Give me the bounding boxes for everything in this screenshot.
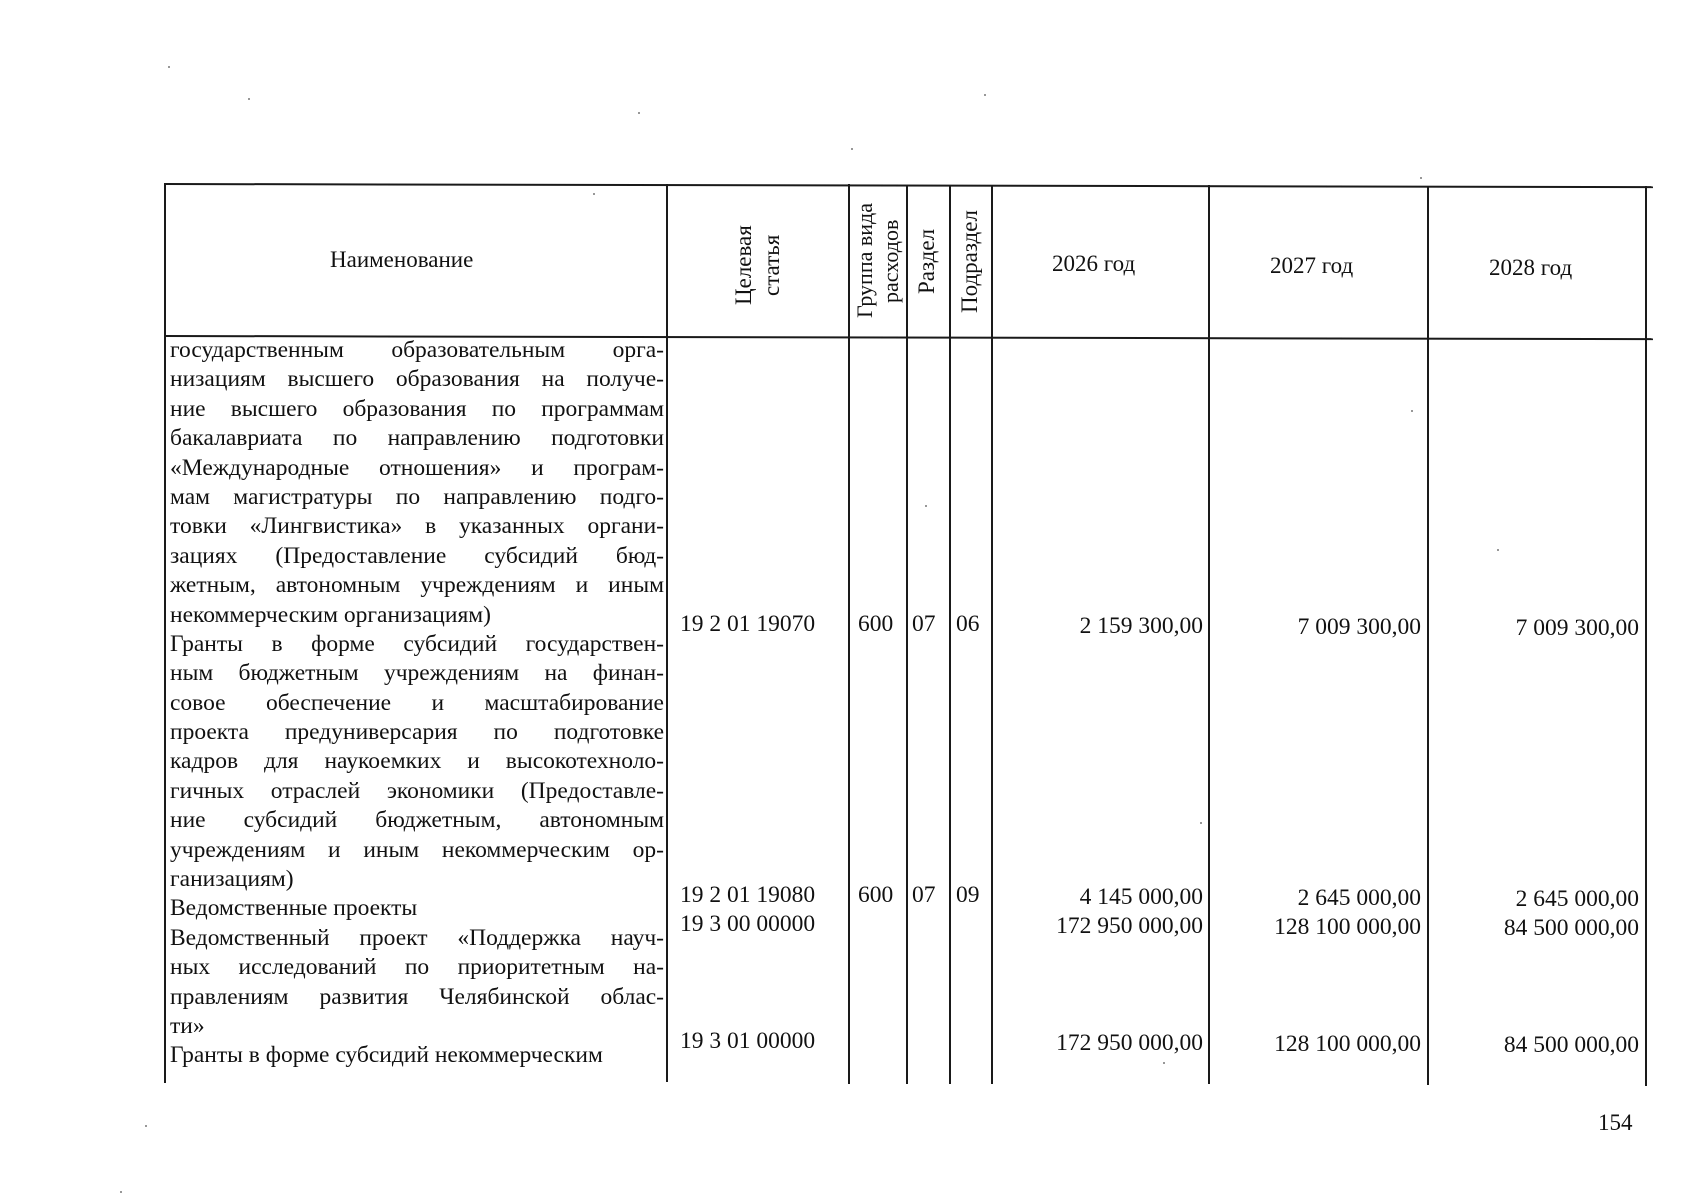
name-line: кадров для наукоемких и высокотехноло- — [170, 748, 664, 775]
row-code: 19 3 01 00000 — [680, 1028, 816, 1054]
row-name-2 — [170, 894, 664, 923]
scan-speck — [1200, 822, 1202, 824]
name-line: совое обеспечение и масштабирование — [170, 689, 664, 716]
name-line: гичных отраслей экономики (Предоставле- — [170, 777, 664, 804]
name-line: проекта предуниверсария по подготовке — [170, 719, 664, 746]
name-line: «Международные отношения» и програм- — [170, 454, 664, 481]
row-value-2026: 4 145 000,00 — [1079, 884, 1203, 910]
name-line: бакалавриата по направлению подготовки — [170, 425, 664, 452]
row-value-2028: 2 645 000,00 — [1515, 886, 1639, 912]
table-top-border — [165, 183, 1653, 188]
row-subsection: 06 — [956, 611, 980, 637]
row-value-2028: 84 500 000,00 — [1503, 1032, 1639, 1058]
row-name-4 — [170, 1041, 664, 1070]
name-line: ным бюджетным учреждениям на финан- — [170, 660, 664, 687]
row-value-2027: 2 645 000,00 — [1297, 885, 1421, 911]
name-line: зациях (Предоставление субсидий бюд- — [170, 542, 664, 569]
scan-speck — [1420, 177, 1422, 179]
scan-speck — [1411, 410, 1413, 412]
header-year-2027: 2027 год — [1270, 253, 1354, 278]
row-code: 19 2 01 19080 — [680, 882, 816, 908]
header-target-article: Целевая статья — [731, 225, 784, 305]
name-line: низациям высшего образования на получе- — [170, 366, 664, 393]
header-year-2026: 2026 год — [1052, 251, 1136, 276]
name-line: ти» — [170, 1012, 205, 1039]
table-right-border — [1645, 186, 1647, 1086]
col-divider-section — [949, 185, 951, 1084]
row-name-0 — [170, 336, 664, 630]
row-code: 19 3 00 00000 — [680, 911, 816, 937]
row-value-2027: 128 100 000,00 — [1274, 914, 1421, 940]
scan-speck — [248, 98, 250, 100]
row-value-2026: 2 159 300,00 — [1079, 613, 1203, 639]
table-left-border — [164, 183, 166, 1083]
col-divider-code — [848, 184, 850, 1084]
scan-speck — [168, 66, 170, 68]
scan-speck — [1163, 1062, 1165, 1064]
name-line: правлениям развития Челябинской облас- — [170, 983, 664, 1010]
col-divider-2027 — [1427, 186, 1429, 1085]
col-divider-name — [666, 184, 668, 1082]
scan-speck — [638, 112, 640, 114]
scan-speck — [984, 94, 986, 96]
row-code: 19 2 01 19070 — [680, 611, 816, 637]
name-line: ных исследований по приоритетным на- — [170, 954, 664, 981]
name-line: государственным образовательным орга- — [170, 337, 664, 363]
name-line: учреждениям и иным некоммерческим ор- — [170, 836, 664, 863]
name-line: жетным, автономным учреждениям и иным — [170, 572, 664, 599]
name-line: Ведомственный проект «Поддержка науч- — [170, 924, 664, 951]
scan-speck — [593, 193, 595, 195]
name-line: ние высшего образования по программам — [170, 395, 664, 422]
col-divider-2026 — [1208, 185, 1210, 1084]
name-line: мам магистратуры по направлению подго- — [170, 483, 664, 510]
row-subsection: 09 — [956, 882, 980, 908]
name-line: Гранты в форме субсидий некоммерческим — [170, 1042, 603, 1069]
name-column — [170, 336, 664, 1071]
name-line: товки «Лингвистика» в указанных органи- — [170, 513, 664, 540]
col-divider-subsection — [991, 185, 993, 1084]
name-line: некоммерческим организациям) — [170, 601, 491, 628]
row-name-1 — [170, 630, 664, 895]
scan-speck — [925, 505, 927, 507]
header-subsection: Подраздел — [957, 210, 982, 314]
header-expense-group: Группа вида расходов — [852, 203, 903, 319]
header-section: Раздел — [914, 228, 939, 294]
row-value-2026: 172 950 000,00 — [1056, 1030, 1203, 1056]
row-value-2027: 128 100 000,00 — [1274, 1031, 1421, 1057]
row-section: 07 — [912, 882, 936, 908]
scan-speck — [1497, 549, 1499, 551]
name-line: Гранты в форме субсидий государствен- — [170, 630, 664, 657]
row-section: 07 — [912, 611, 936, 637]
header-year-2028: 2028 год — [1489, 255, 1573, 280]
page-number: 154 — [1598, 1110, 1633, 1135]
row-value-2027: 7 009 300,00 — [1297, 614, 1421, 640]
scan-speck — [145, 1125, 147, 1127]
name-line: ние субсидий бюджетным, автономным — [170, 807, 664, 834]
row-value-2028: 84 500 000,00 — [1503, 915, 1639, 941]
header-name: Наименование — [330, 247, 474, 272]
scan-speck — [120, 1191, 122, 1193]
scan-speck — [851, 148, 853, 150]
row-value-2028: 7 009 300,00 — [1515, 615, 1639, 641]
row-expense-group: 600 — [858, 882, 894, 908]
row-name-3 — [170, 924, 664, 1042]
row-value-2026: 172 950 000,00 — [1056, 913, 1203, 939]
row-expense-group: 600 — [858, 611, 894, 637]
name-line: ганизациям) — [170, 866, 294, 893]
name-line: Ведомственные проекты — [170, 895, 418, 922]
